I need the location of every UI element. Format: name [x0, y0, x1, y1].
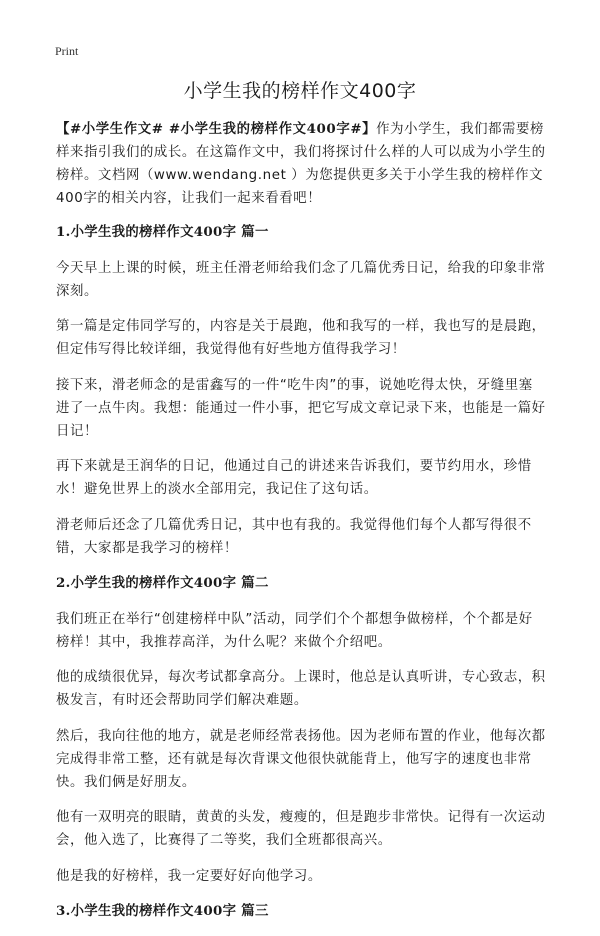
section-2-paragraph: 然后，我向往他的地方，就是老师经常表扬他。因为老师布置的作业，他每次都完成得非常工整，还有就是每次背课文他很快就能背上，他写字的速度也非常快。我们俩是好朋友。 [56, 728, 546, 790]
section-1-paragraph: 再下来就是王润华的日记，他通过自己的讲述来告诉我们，要节约用水，珍惜水！避免世界上的淡水全部用完，我记住了这句话。 [56, 459, 532, 497]
document-body [56, 118, 546, 936]
section-2-paragraph: 我们班正在举行“创建榜样中队”活动，同学们个个都想争做榜样，个个都是好榜样！其中，我推荐高洋，为什么呢？来做个介绍吧。 [56, 611, 533, 650]
section-2-paragraph: 他是我的好榜样，我一定要好好向他学习。 [56, 868, 322, 884]
print-label: Print [55, 44, 79, 58]
section-1-paragraph: 今天早上上课的时候，班主任滑老师给我们念了几篇优秀日记，给我的印象非常深刻。 [56, 260, 546, 299]
intro-paragraph [56, 118, 546, 210]
page-title: 小学生我的榜样作文400字 [183, 80, 417, 102]
section-2-paragraph: 他的成绩很优异，每次考试都拿高分。上课时，他总是认真听讲，专心致志，积极发言，有时还会帮助同学们解决难题。 [56, 670, 546, 708]
section-2-paragraph: 他有一双明亮的眼睛，黄黄的头发，瘦瘦的，但是跑步非常快。记得有一次运动会，他入选了，比赛得了二等奖，我们全班都很高兴。 [56, 810, 546, 848]
section-heading-3: 3.小学生我的榜样作文400字 篇三 [56, 903, 269, 919]
section-heading-2: 2.小学生我的榜样作文400字 篇二 [56, 575, 269, 591]
section-1-paragraph: 第一篇是定伟同学写的，内容是关于晨跑，他和我写的一样，我也写的是晨跑，但定伟写得比较详细，我觉得他有好些地方值得我学习！ [56, 319, 546, 357]
intro-tag: 【#小学生作文# #小学生我的榜样作文400字#】 [56, 121, 377, 137]
section-heading-1: 1.小学生我的榜样作文400字 篇一 [56, 224, 269, 240]
intro-text: 作为小学生，我们都需要榜样来指引我们的成长。在这篇作文中，我们将探讨什么样的人可以成为小学生的榜样。文档网（www.wendang.net ）为您提供更多关于小学生我的榜样作文400字的相关内容，让我们一起来看看吧！ [56, 122, 546, 206]
section-1-paragraph: 滑老师后还念了几篇优秀日记，其中也有我的。我觉得他们每个人都写得很不错，大家都是我学习的榜样！ [56, 517, 532, 556]
section-1-paragraph: 接下来，滑老师念的是雷鑫写的一件“吃牛肉”的事，说她吃得太快，牙缝里塞进了一点牛肉。我想：能通过一件小事，把它写成文章记录下来，也能是一篇好日记！ [56, 377, 546, 439]
